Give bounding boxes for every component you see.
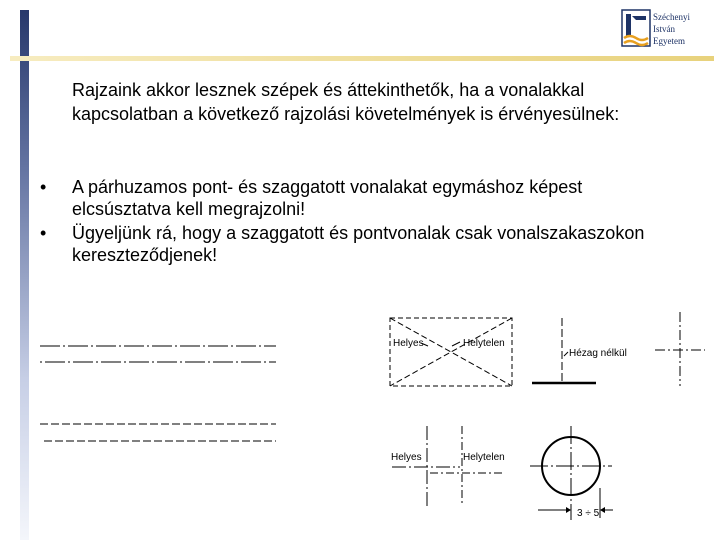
dimension-label: 3 ÷ 5 <box>577 508 600 519</box>
bullet-marker: • <box>40 177 47 197</box>
label-helytelen-1: Helytelen <box>463 338 505 349</box>
logo-line-1: Széchenyi <box>653 12 690 22</box>
crossing-dashdot-lines <box>392 426 505 506</box>
label-helyes-2: Helyes <box>391 452 422 463</box>
bullet-marker: • <box>40 223 47 243</box>
logo-line-2: István <box>653 24 675 34</box>
parallel-dashed-lines <box>40 424 276 441</box>
logo-line-3: Egyetem <box>653 36 685 46</box>
circle-centerline-drawing <box>530 426 613 520</box>
label-helytelen-2: Helytelen <box>463 452 505 463</box>
list-item-text: Ügyeljünk rá, hogy a szaggatott és pontvonalak csak vonalszakaszokon kereszteződjenek! <box>72 223 645 265</box>
list-item-text: A párhuzamos pont- és szaggatott vonalakat egymáshoz képest elcsúsztatva kell megrajzolni! <box>72 177 583 219</box>
intro-paragraph: Rajzaink akkor lesznek szépek és áttekinthetők, ha a vonalakkal kapcsolatban a következő rajzolási követelmények is érvényesülnek: <box>72 80 620 124</box>
center-mark-cross <box>655 312 705 386</box>
crossing-dashed-rectangle <box>390 318 512 386</box>
parallel-dashdot-lines <box>40 346 276 362</box>
label-hezag-nelkul: Hézag nélkül <box>569 348 627 359</box>
label-helyes-1: Helyes <box>393 338 424 349</box>
